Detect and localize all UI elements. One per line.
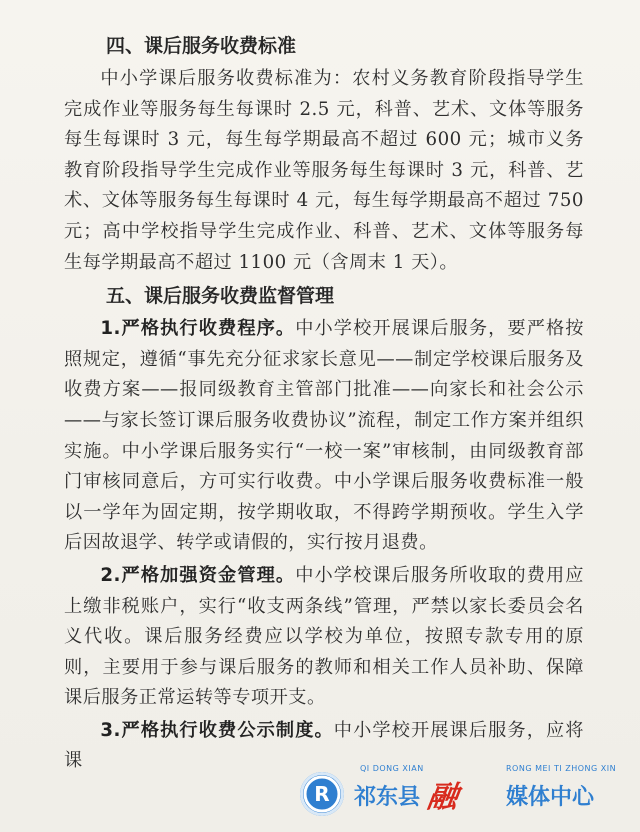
county-name: 祁东县 [354, 785, 421, 810]
section-5-item-1 [64, 314, 584, 559]
county-pinyin: QI DONG XIAN [360, 764, 424, 773]
media-logo-icon [300, 772, 344, 816]
item-3-text: 中小学校开展课后服务，应将课 [64, 719, 584, 772]
section-5-heading: 五、课后服务收费监督管理 [106, 285, 335, 308]
item-2-text: 中小学校课后服务所收取的费用应上缴非税账户，实行“收支两条线”管理，严禁以家长委员会名义代收。课后服务经费应以学校为单位，按照专款专用的原则，主要用于参与课后服务的教师和相关工作人员补助、保障课后服务正常运转等专项开支。 [64, 564, 584, 709]
item-1-lead: 1.严格执行收费程序。 [100, 318, 296, 340]
rong-calligraphy-mark: 融 [425, 780, 460, 815]
media-center-name: 媒体中心 [506, 785, 595, 810]
document-body [64, 28, 584, 777]
center-pinyin: RONG MEI TI ZHONG XIN [506, 764, 617, 773]
section-5-item-2 [64, 561, 584, 714]
section-4-paragraph: 中小学课后服务收费标准为：农村义务教育阶段指导学生完成作业等服务每生每课时 2.5 元，科普、艺术、文体等服务每生每课时 3 元，每生每学期最高不超过 600 元；城市义务教育阶段指导学生完成作业等服务每生每课时 3 元，科普、艺术、文体等服务每生每课时 4 元，每生每学期最高不超过 750 元；高中学校指导学生完成作业、科普、艺术、文体等服务每生每学期最高不超过 1100 元（含周末 1 天）。 [64, 68, 584, 273]
item-2-lead: 2.严格加强资金管理。 [100, 564, 296, 586]
item-1-text: 中小学校开展课后服务，要严格按照规定，遵循“事先充分征求家长意见——制定学校课后服务及收费方案——报同级教育主管部门批准——向家长和社会公示——与家长签订课后服务收费协议”流程，制定工作方案并组织实施。中小学课后服务实行“一校一案”审核制，由同级教育部门审核同意后，方可实行收费。中小学课后服务收费标准一般以一学年为固定期，按学期收取，不得跨学期预收。学生入学后因故退学、转学或请假的，实行按月退费。 [64, 318, 584, 554]
section-4-heading: 四、课后服务收费标准 [106, 35, 297, 57]
media-center-watermark [300, 764, 630, 826]
logo-letter: R [314, 782, 330, 806]
item-3-lead: 3.严格执行收费公示制度。 [100, 719, 334, 741]
